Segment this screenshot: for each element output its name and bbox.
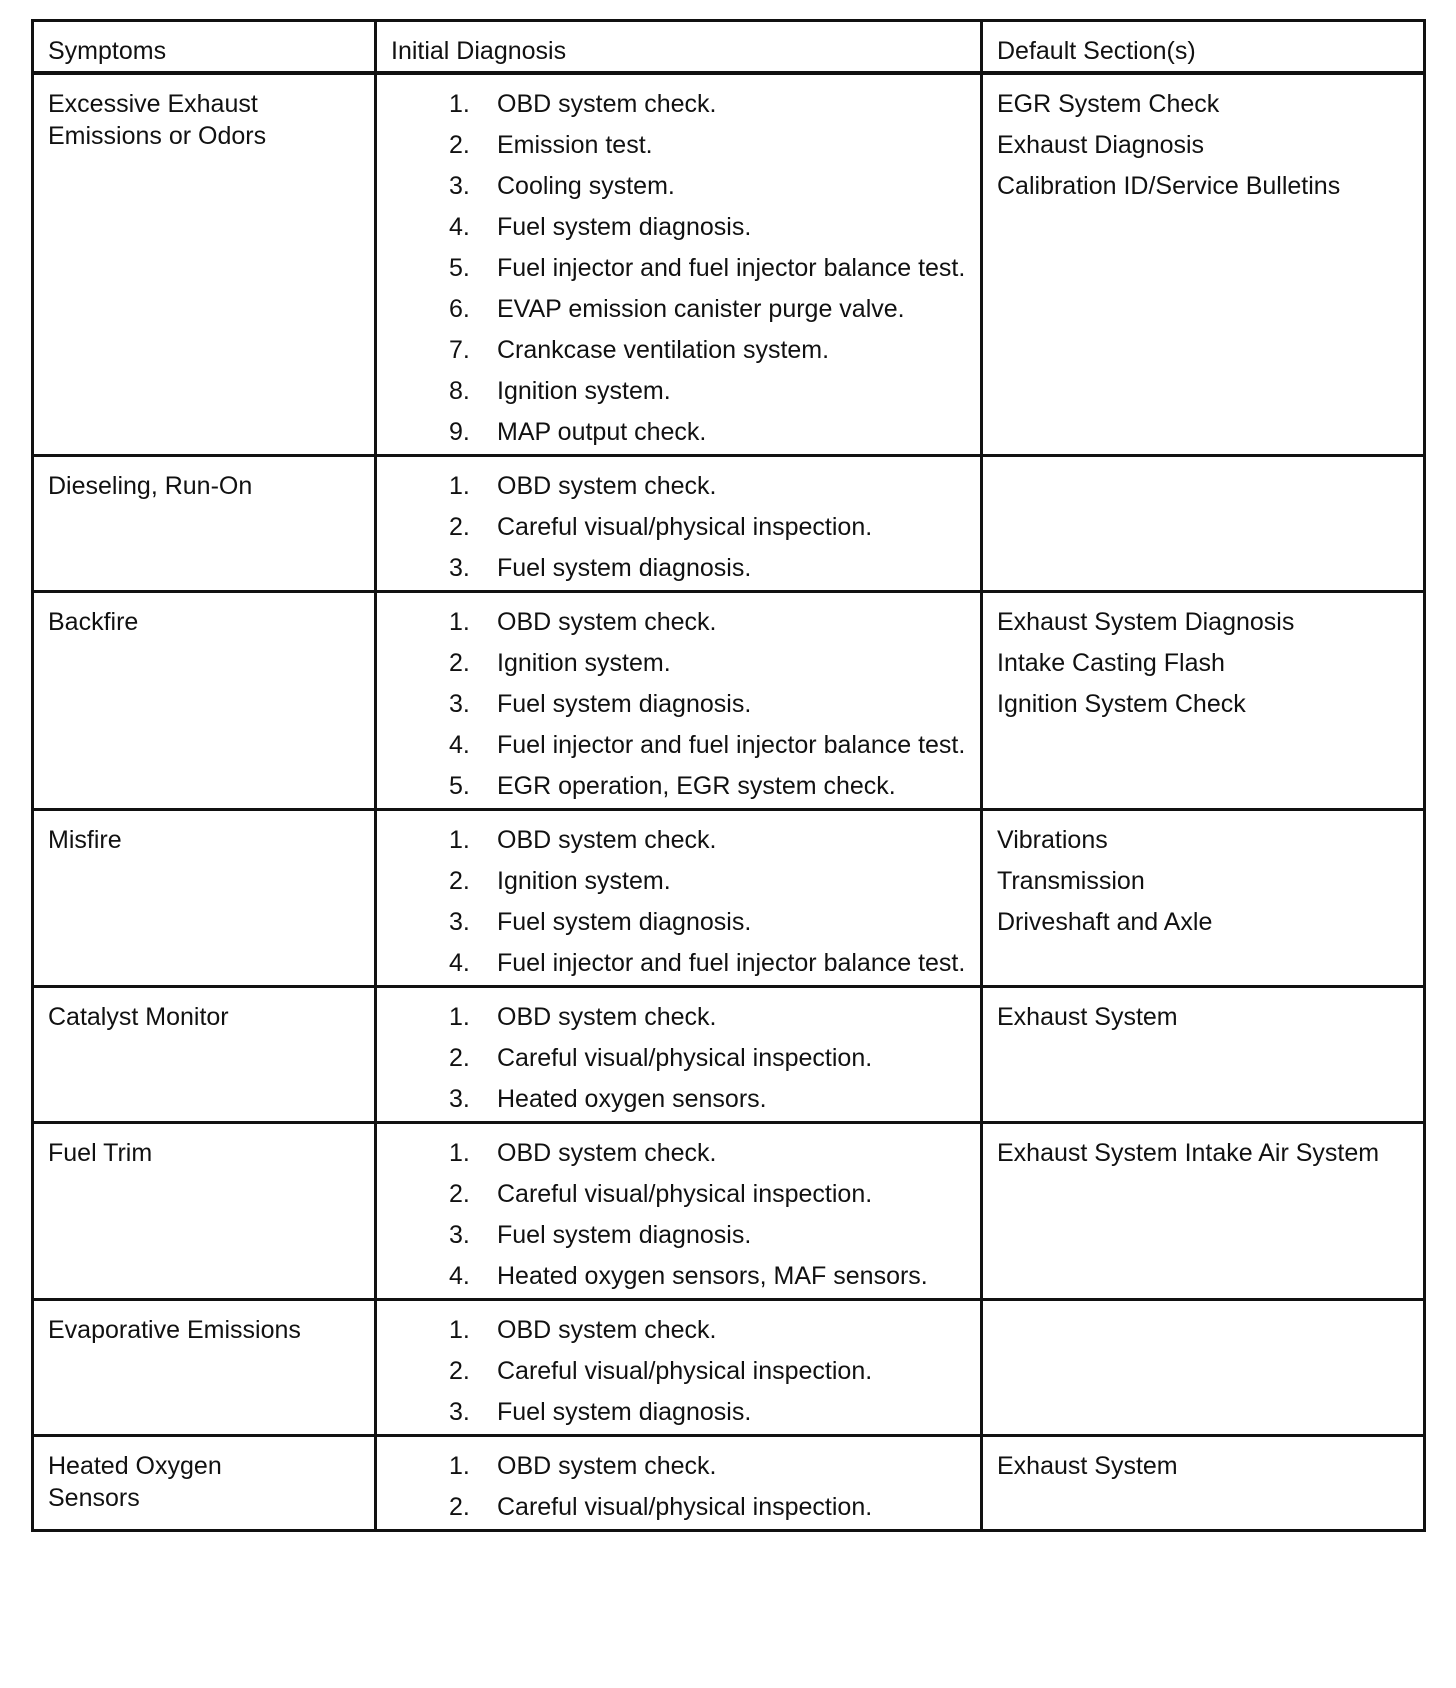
step-number: 4. xyxy=(449,948,470,977)
step-number: 3. xyxy=(449,1220,470,1249)
diagnosis-step xyxy=(449,170,966,202)
table-row xyxy=(33,809,1425,986)
step-number: 5. xyxy=(449,253,470,282)
step-text: Careful visual/physical inspection. xyxy=(497,1492,873,1521)
step-text: Fuel system diagnosis. xyxy=(497,1220,752,1249)
default-section-item: Exhaust System xyxy=(997,1002,1178,1031)
diagnosis-step xyxy=(449,688,966,720)
step-text: Careful visual/physical inspection. xyxy=(497,512,873,541)
table-row xyxy=(33,1299,1425,1435)
diagnosis-step xyxy=(449,1260,966,1292)
default-sections-list xyxy=(997,824,1409,938)
default-sections-list xyxy=(997,1001,1409,1033)
diagnosis-step xyxy=(449,88,966,120)
default-sections-cell xyxy=(982,1299,1425,1435)
symptom-label: Backfire xyxy=(48,607,139,636)
step-number: 3. xyxy=(449,171,470,200)
step-number: 5. xyxy=(449,771,470,800)
step-number: 4. xyxy=(449,1261,470,1290)
initial-diagnosis-cell xyxy=(376,455,982,591)
diagnosis-steps-list xyxy=(391,1314,966,1428)
default-sections-cell xyxy=(982,455,1425,591)
step-text: Fuel system diagnosis. xyxy=(497,689,752,718)
step-number: 3. xyxy=(449,1084,470,1113)
symptom-cell xyxy=(33,1435,376,1530)
table-row xyxy=(33,73,1425,456)
diagnosis-step xyxy=(449,906,966,938)
symptom-cell xyxy=(33,809,376,986)
step-number: 2. xyxy=(449,1492,470,1521)
default-section-item: Driveshaft and Axle xyxy=(997,907,1213,936)
default-section-item: Vibrations xyxy=(997,825,1108,854)
diagnosis-step xyxy=(449,211,966,243)
diagnosis-step xyxy=(449,1219,966,1251)
symptom-label: Misfire xyxy=(48,825,122,854)
diagnosis-steps-list xyxy=(391,1450,966,1523)
default-section-item: Calibration ID/Service Bulletins xyxy=(997,171,1341,200)
table-row xyxy=(33,591,1425,809)
step-text: OBD system check. xyxy=(497,1002,717,1031)
diagnosis-step xyxy=(449,1491,966,1523)
step-number: 3. xyxy=(449,553,470,582)
step-number: 4. xyxy=(449,212,470,241)
symptom-label: Dieseling, Run-On xyxy=(48,471,253,500)
step-number: 2. xyxy=(449,1179,470,1208)
step-text: Fuel injector and fuel injector balance test. xyxy=(497,253,966,282)
step-text: Ignition system. xyxy=(497,648,671,677)
default-sections-list xyxy=(997,1137,1409,1169)
default-section-item: Ignition System Check xyxy=(997,689,1246,718)
step-number: 4. xyxy=(449,730,470,759)
step-text: Fuel system diagnosis. xyxy=(497,1397,752,1426)
header-initial-diagnosis: Initial Diagnosis xyxy=(376,21,982,73)
step-text: EVAP emission canister purge valve. xyxy=(497,294,905,323)
step-text: OBD system check. xyxy=(497,1138,717,1167)
step-text: Careful visual/physical inspection. xyxy=(497,1179,873,1208)
step-text: OBD system check. xyxy=(497,607,717,636)
step-number: 1. xyxy=(449,1002,470,1031)
symptom-cell xyxy=(33,1299,376,1435)
step-number: 2. xyxy=(449,866,470,895)
table-header-row xyxy=(33,21,1425,73)
step-text: OBD system check. xyxy=(497,1315,717,1344)
step-text: Heated oxygen sensors. xyxy=(497,1084,767,1113)
step-text: OBD system check. xyxy=(497,825,717,854)
step-number: 3. xyxy=(449,907,470,936)
step-text: Cooling system. xyxy=(497,171,675,200)
diagnosis-step xyxy=(449,865,966,897)
step-number: 2. xyxy=(449,512,470,541)
diagnosis-step xyxy=(449,1042,966,1074)
table-row xyxy=(33,1122,1425,1299)
diagnosis-step xyxy=(449,511,966,543)
default-sections-list xyxy=(997,606,1409,720)
diagnosis-step xyxy=(449,1178,966,1210)
diagnosis-step xyxy=(449,1355,966,1387)
step-number: 3. xyxy=(449,689,470,718)
default-sections-cell xyxy=(982,1435,1425,1530)
diagnosis-table xyxy=(31,19,1426,1532)
table-row xyxy=(33,455,1425,591)
step-number: 1. xyxy=(449,1315,470,1344)
initial-diagnosis-cell xyxy=(376,809,982,986)
initial-diagnosis-cell xyxy=(376,986,982,1122)
step-text: OBD system check. xyxy=(497,1451,717,1480)
step-number: 6. xyxy=(449,294,470,323)
symptom-label: Evaporative Emissions xyxy=(48,1315,301,1344)
diagnosis-steps-list xyxy=(391,470,966,584)
default-sections-cell xyxy=(982,986,1425,1122)
diagnosis-steps-list xyxy=(391,1001,966,1115)
diagnosis-step xyxy=(449,947,966,979)
step-number: 1. xyxy=(449,1138,470,1167)
diagnosis-step xyxy=(449,606,966,638)
default-section-item: Exhaust System Intake Air System xyxy=(997,1138,1380,1167)
step-number: 7. xyxy=(449,335,470,364)
symptom-cell xyxy=(33,986,376,1122)
symptom-cell xyxy=(33,455,376,591)
step-text: MAP output check. xyxy=(497,417,707,446)
diagnosis-step xyxy=(449,1314,966,1346)
initial-diagnosis-cell xyxy=(376,73,982,456)
default-sections-cell xyxy=(982,809,1425,986)
step-text: Fuel system diagnosis. xyxy=(497,212,752,241)
step-text: EGR operation, EGR system check. xyxy=(497,771,896,800)
default-sections-list xyxy=(997,1450,1409,1482)
diagnosis-steps-list xyxy=(391,1137,966,1292)
diagnosis-step xyxy=(449,1137,966,1169)
step-text: Heated oxygen sensors, MAF sensors. xyxy=(497,1261,928,1290)
header-symptoms: Symptoms xyxy=(33,21,376,73)
step-number: 1. xyxy=(449,89,470,118)
diagnosis-step xyxy=(449,1450,966,1482)
default-sections-list xyxy=(997,88,1409,202)
diagnosis-step xyxy=(449,647,966,679)
table-row xyxy=(33,1435,1425,1530)
symptom-label: Catalyst Monitor xyxy=(48,1002,229,1031)
step-text: Ignition system. xyxy=(497,866,671,895)
step-number: 1. xyxy=(449,1451,470,1480)
step-number: 2. xyxy=(449,1043,470,1072)
initial-diagnosis-cell xyxy=(376,1299,982,1435)
step-number: 3. xyxy=(449,1397,470,1426)
table-body xyxy=(33,73,1425,1531)
table-row xyxy=(33,986,1425,1122)
diagnosis-step xyxy=(449,770,966,802)
initial-diagnosis-cell xyxy=(376,1435,982,1530)
initial-diagnosis-cell xyxy=(376,1122,982,1299)
symptom-cell xyxy=(33,591,376,809)
diagnosis-step xyxy=(449,824,966,856)
diagnosis-step xyxy=(449,252,966,284)
step-number: 1. xyxy=(449,825,470,854)
step-number: 8. xyxy=(449,376,470,405)
symptom-label: Fuel Trim xyxy=(48,1138,153,1167)
step-text: Fuel injector and fuel injector balance test. xyxy=(497,730,966,759)
diagnosis-step xyxy=(449,375,966,407)
header-default-sections: Default Section(s) xyxy=(982,21,1425,73)
diagnosis-steps-list xyxy=(391,824,966,979)
diagnosis-step xyxy=(449,416,966,448)
step-number: 1. xyxy=(449,471,470,500)
step-text: Fuel system diagnosis. xyxy=(497,553,752,582)
diagnosis-step xyxy=(449,1083,966,1115)
default-section-item: Exhaust System xyxy=(997,1451,1178,1480)
symptom-cell xyxy=(33,73,376,456)
diagnosis-step xyxy=(449,729,966,761)
step-text: OBD system check. xyxy=(497,89,717,118)
diagnosis-step xyxy=(449,1396,966,1428)
diagnosis-step xyxy=(449,293,966,325)
step-number: 2. xyxy=(449,648,470,677)
step-text: Fuel injector and fuel injector balance test. xyxy=(497,948,966,977)
diagnosis-steps-list xyxy=(391,88,966,448)
default-section-item: Exhaust System Diagnosis xyxy=(997,607,1295,636)
step-text: Emission test. xyxy=(497,130,653,159)
default-sections-cell xyxy=(982,1122,1425,1299)
step-text: Ignition system. xyxy=(497,376,671,405)
diagnosis-step xyxy=(449,1001,966,1033)
diagnosis-step xyxy=(449,334,966,366)
default-sections-cell xyxy=(982,591,1425,809)
diagnosis-step xyxy=(449,470,966,502)
step-number: 1. xyxy=(449,607,470,636)
symptom-label: Excessive Exhaust Emissions or Odors xyxy=(48,89,267,150)
default-section-item: Exhaust Diagnosis xyxy=(997,130,1205,159)
step-text: Fuel system diagnosis. xyxy=(497,907,752,936)
step-number: 9. xyxy=(449,417,470,446)
step-number: 2. xyxy=(449,130,470,159)
default-section-item: Intake Casting Flash xyxy=(997,648,1225,677)
diagnosis-step xyxy=(449,129,966,161)
symptom-label: Heated Oxygen Sensors xyxy=(48,1451,222,1512)
default-section-item: EGR System Check xyxy=(997,89,1220,118)
diagnosis-step xyxy=(449,552,966,584)
symptom-cell xyxy=(33,1122,376,1299)
step-number: 2. xyxy=(449,1356,470,1385)
diagnosis-steps-list xyxy=(391,606,966,802)
step-text: Crankcase ventilation system. xyxy=(497,335,830,364)
step-text: Careful visual/physical inspection. xyxy=(497,1356,873,1385)
default-section-item: Transmission xyxy=(997,866,1145,895)
step-text: OBD system check. xyxy=(497,471,717,500)
initial-diagnosis-cell xyxy=(376,591,982,809)
default-sections-cell xyxy=(982,73,1425,456)
step-text: Careful visual/physical inspection. xyxy=(497,1043,873,1072)
